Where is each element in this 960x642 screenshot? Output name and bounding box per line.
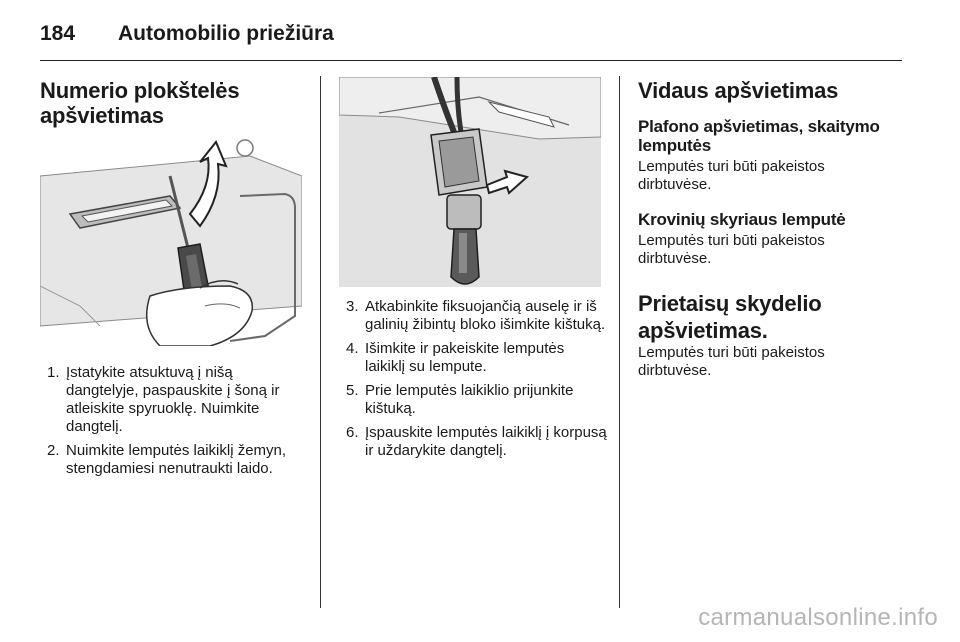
step-number: 4. [346,340,359,357]
page-header [40,18,902,56]
figure-bulb-connector [339,77,601,287]
step-number: 1. [47,364,60,381]
section-title-interior-light: Vidaus apšvietimas [638,78,839,103]
step-number: 2. [47,442,60,459]
list-item [40,442,308,478]
list-item [339,382,607,418]
steps-list-2 [339,298,607,466]
step-number: 5. [346,382,359,399]
column-divider-1 [320,76,321,608]
step-text: Nuimkite lemputės laikiklį žemyn, stengdamiesi nenutraukti laido. [66,442,287,477]
page-number: 184 [40,22,76,45]
dome-light-text: Lemputės turi būti pakeistos dirbtuvėse. [638,158,825,193]
watermark: carmanualsonline.info [698,604,938,631]
section-title-instrument-light: Prietaisų skydelio apšvietimas. [638,291,822,343]
instrument-light-text: Lemputės turi būti pakeistos dirbtuvėse. [638,344,825,379]
figure-plate-light-screwdriver [40,136,302,346]
step-text: Įspauskite lemputės laikiklį į korpusą ir uždarykite dangtelį. [365,424,607,459]
step-text: Prie lemputės laikiklio prijunkite kištuką. [365,382,574,417]
step-text: Įstatykite atsuktuvą į nišą dangtelyje, paspauskite į šoną ir atleiskite spyruoklę. Nuimkite dangtelį. [66,364,280,435]
step-number: 6. [346,424,359,441]
list-item [339,424,607,460]
list-item [40,364,308,436]
list-item [339,298,607,334]
step-text: Išimkite ir pakeiskite lemputės laikiklį su lempute. [365,340,565,375]
cargo-light-text: Lemputės turi būti pakeistos dirbtuvėse. [638,232,825,267]
header-divider [40,60,902,61]
bulb-connector-illustration [339,77,601,287]
list-item [339,340,607,376]
column-divider-2 [619,76,620,608]
section-title-plate-light: Numerio plokštelės apšvietimas [40,78,240,128]
chapter-title: Automobilio priežiūra [118,22,334,45]
steps-list-1 [40,364,308,484]
subsection-title-cargo-light: Krovinių skyriaus lemputė [638,210,846,229]
plate-light-illustration [40,136,302,346]
subsection-title-dome-light: Plafono apšvietimas, skaitymo lemputės [638,117,880,155]
step-number: 3. [346,298,359,315]
step-text: Atkabinkite fiksuojančią auselę ir iš galinių žibintų bloko išimkite kištuką. [365,298,606,333]
